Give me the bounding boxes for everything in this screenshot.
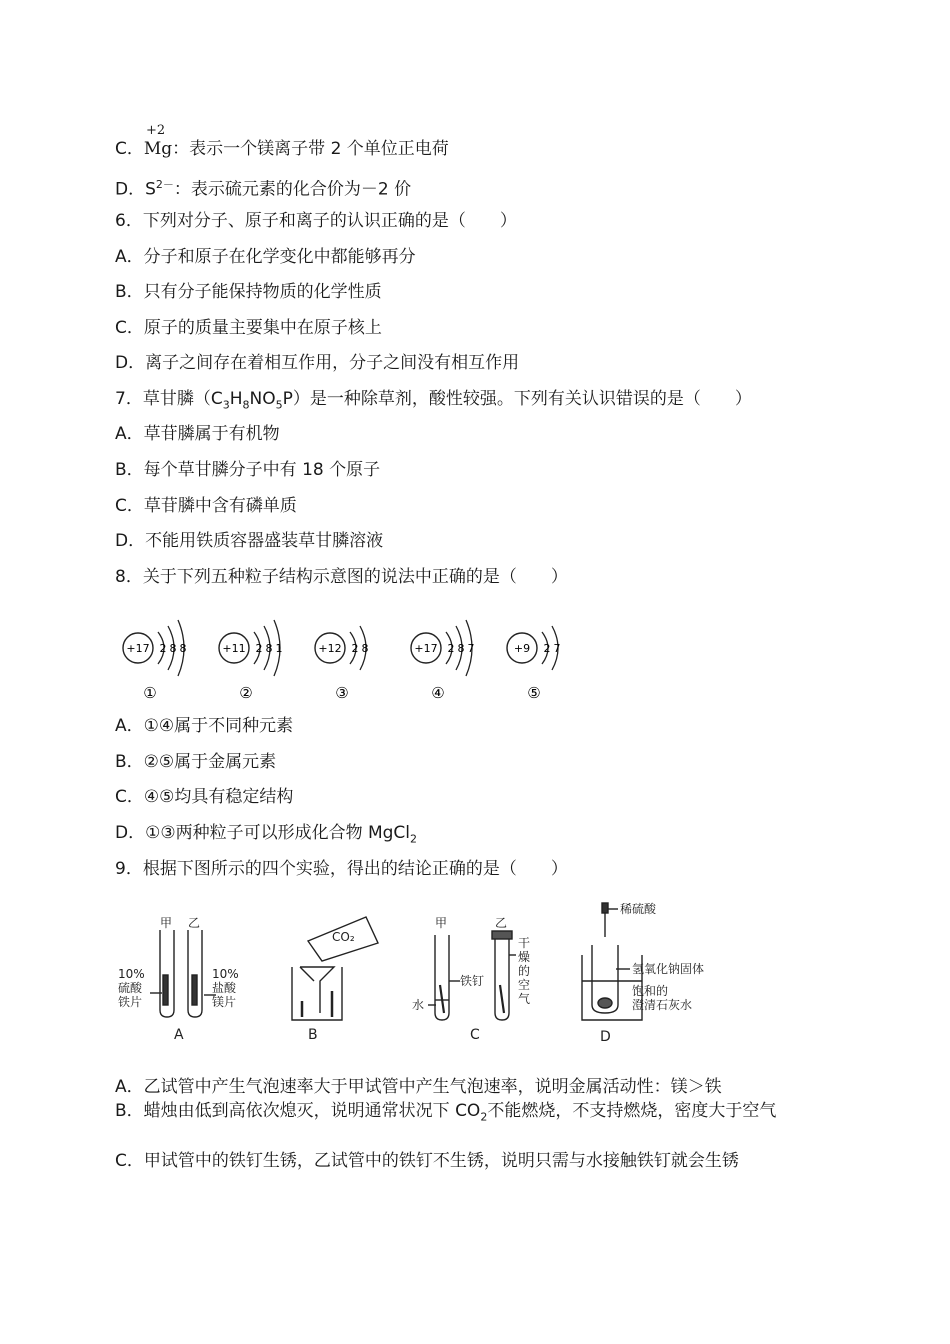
q7-option-d: D．不能用铁质容器盛装草甘膦溶液: [115, 531, 384, 551]
electron-count: 1: [275, 642, 283, 655]
q6-option-b: B．只有分子能保持物质的化学性质: [115, 282, 382, 302]
option-d-prev: D．$S^{2-}$：表示硫元素的化合价为－2 价: [115, 178, 412, 200]
electron-count: 7: [553, 642, 561, 655]
atom-diagram: [411, 620, 475, 702]
test-tube-c-jia: [435, 935, 449, 1020]
q7-option-b: B．每个草甘膦分子中有 18 个原子: [115, 460, 381, 480]
a-right-conc: 10%: [212, 967, 239, 981]
nucleus-charge: +12: [318, 642, 342, 655]
d-lime-label-1: 饱和的: [632, 984, 669, 998]
q6-option-a: A．分子和原子在化学变化中都能够再分: [115, 247, 416, 267]
electron-count: 2: [447, 642, 455, 655]
q6-stem: 6．下列对分子、原子和离子的认识正确的是（ ）: [115, 211, 517, 231]
electron-count: 8: [457, 642, 465, 655]
a-tube-yi-label: 乙: [188, 916, 201, 930]
electron-count: 8: [361, 642, 369, 655]
q6-option-d: D．离子之间存在着相互作用，分子之间没有相互作用: [115, 353, 520, 373]
nucleus-charge: +17: [126, 642, 150, 655]
d-lime-label-2: 澄清石灰水: [632, 998, 693, 1012]
electron-count: 2: [255, 642, 263, 655]
electron-count: 2: [351, 642, 359, 655]
a-left-acid: 硫酸: [118, 981, 143, 995]
c-dry-5: 气: [518, 992, 531, 1006]
q9-option-a: A．乙试管中产生气泡速率大于甲试管中产生气泡速率，说明金属活动性：镁＞铁: [115, 1077, 722, 1097]
electron-count: 8: [169, 642, 177, 655]
atom-diagram: [315, 626, 369, 702]
d-label: D: [600, 1029, 611, 1045]
electron-count: 8: [265, 642, 273, 655]
b-gas-label: CO₂: [332, 930, 355, 944]
q7-option-a: A．草苷膦属于有机物: [115, 424, 280, 444]
nucleus-charge: +11: [222, 642, 246, 655]
c-dry-2: 燥: [518, 950, 531, 964]
c-dry-3: 的: [518, 964, 531, 978]
c-dry-1: 干: [518, 936, 531, 950]
naoh-solid: [598, 998, 612, 1008]
atom-structure-diagrams: [110, 596, 570, 706]
q8-stem: 8．关于下列五种粒子结构示意图的说法中正确的是（ ）: [115, 567, 568, 587]
c-dry-4: 空: [518, 978, 531, 992]
q8-option-d: D．①③两种粒子可以形成化合物 MgCl$_2$: [115, 823, 418, 846]
nucleus-charge: +9: [513, 642, 531, 655]
c-label: C: [470, 1027, 480, 1043]
q8-option-c: C．④⑤均具有稳定结构: [115, 787, 294, 807]
d-solid-label: 氢氧化钠固体: [632, 962, 705, 976]
c-tube-yi-label: 乙: [495, 916, 508, 930]
c-water-label: 水: [412, 998, 425, 1012]
stopper: [492, 931, 512, 939]
a-right-acid: 盐酸: [212, 981, 237, 995]
q9-option-b: B．蜡烛由低到高依次熄灭，说明通常状况下 $CO_2$不能燃烧，不支持燃烧，密度大于空气: [115, 1101, 777, 1124]
atom-diagram: [123, 620, 187, 702]
nail-jia: [440, 985, 444, 1013]
q8-option-b: B．②⑤属于金属元素: [115, 752, 277, 772]
atom-label: ①: [143, 684, 157, 702]
electron-count: 2: [543, 642, 551, 655]
atom-label: ④: [431, 684, 445, 702]
d-acid-label: 稀硫酸: [620, 902, 657, 916]
option-c-prev: C．Mg：表示一个镁离子带 2 个单位正电荷: [115, 139, 449, 159]
nail-yi: [500, 985, 504, 1013]
experiment-a: [150, 930, 216, 1017]
a-tube-jia-label: 甲: [160, 916, 173, 930]
atom-label: ②: [239, 684, 253, 702]
a-left-metal: 铁片: [118, 995, 143, 1009]
q7-option-c: C．草苷膦中含有磷单质: [115, 496, 297, 516]
magnesium-strip: [192, 975, 197, 1005]
q6-option-c: C．原子的质量主要集中在原子核上: [115, 318, 382, 338]
iron-strip: [163, 975, 168, 1005]
atom-label: ⑤: [527, 684, 541, 702]
c-tube-jia-label: 甲: [435, 916, 448, 930]
nucleus-charge: +17: [414, 642, 438, 655]
electron-count: 7: [467, 642, 475, 655]
test-tube-c-yi: [495, 939, 509, 1020]
atom-diagram: [507, 626, 561, 702]
beaker: [292, 967, 342, 1020]
a-right-metal: 镁片: [212, 995, 237, 1009]
electron-count: 2: [159, 642, 167, 655]
experiment-figure: [110, 895, 750, 1055]
q9-option-c: C．甲试管中的铁钉生锈，乙试管中的铁钉不生锈，说明只需与水接触铁钉就会生锈: [115, 1151, 739, 1171]
funnel: [300, 967, 334, 1013]
electron-count: 8: [179, 642, 187, 655]
valence-charge: +2: [146, 123, 166, 138]
b-label: B: [308, 1027, 318, 1043]
atom-label: ③: [335, 684, 349, 702]
q9-stem: 9．根据下图所示的四个实验，得出的结论正确的是（ ）: [115, 859, 568, 879]
q7-stem: 7．草甘膦$(C_3H_8NO_5P)$是一种除草剂，酸性较强。下列有关认识错误的是（ ）: [115, 389, 752, 412]
c-nail-label: 铁钉: [460, 974, 485, 988]
atom-diagram: [219, 620, 283, 702]
a-label: A: [174, 1027, 184, 1043]
q8-option-a: A．①④属于不同种元素: [115, 716, 294, 736]
dropper-bulb: [602, 903, 608, 913]
a-left-conc: 10%: [118, 967, 145, 981]
